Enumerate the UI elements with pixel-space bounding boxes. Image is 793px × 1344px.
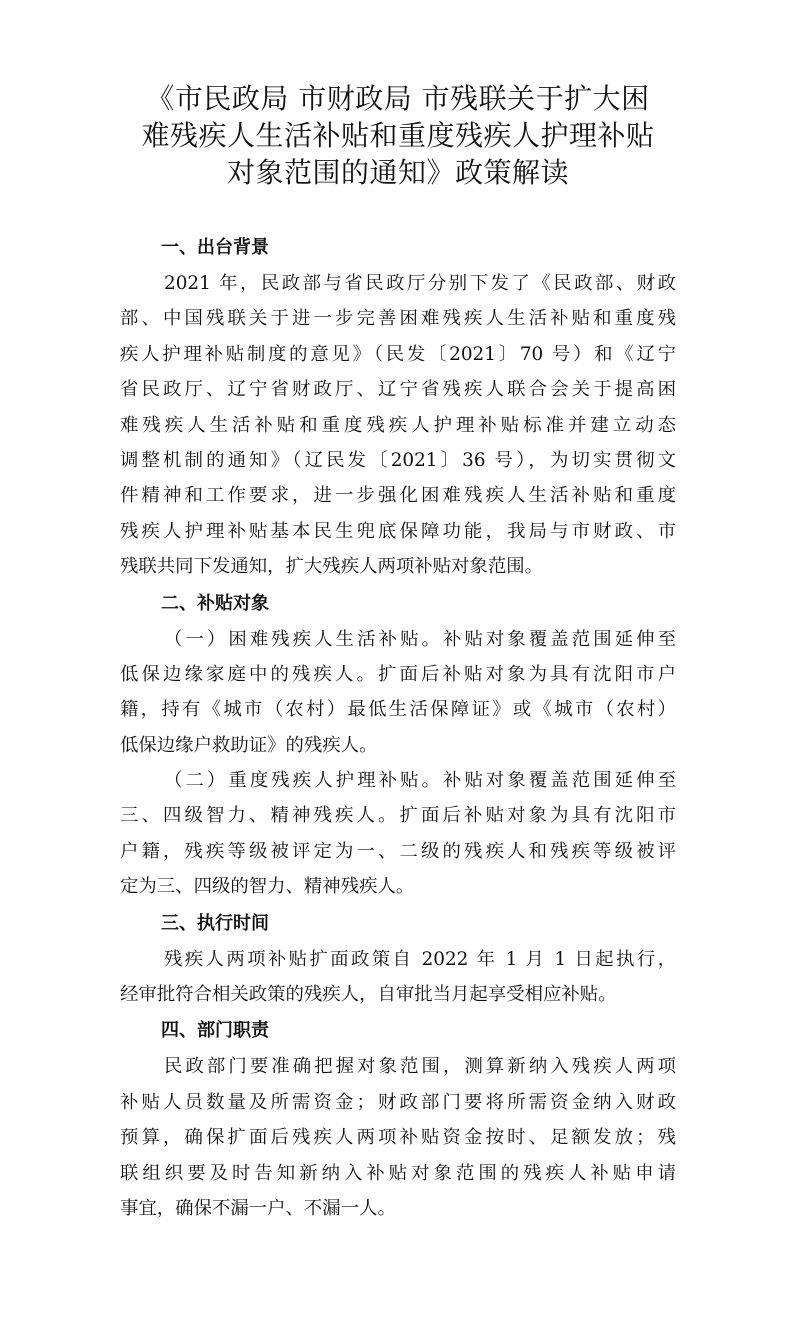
text-line: 籍，持有《城市（农村）最低生活保障证》或《城市（农村） xyxy=(120,699,676,721)
paragraph-department-duties xyxy=(120,1049,676,1226)
text-line: 预算，确保扩面后残疾人两项补贴资金按时、足额发放；残 xyxy=(120,1127,676,1149)
section-heading-effective-date: 三、执行时间 xyxy=(161,912,269,934)
section-heading-department-duties: 四、部门职责 xyxy=(161,1020,269,1042)
text-line: 残联共同下发通知，扩大残疾人两项补贴对象范围。 xyxy=(120,556,543,578)
text-line: （二）重度残疾人护理补贴。补贴对象覆盖范围延伸至 xyxy=(164,770,676,792)
text-line: 件精神和工作要求，进一步强化困难残疾人生活补贴和重度 xyxy=(120,485,676,507)
text-line: 难残疾人生活补贴和重度残疾人护理补贴标准并建立动态 xyxy=(120,414,676,436)
text-line: 疾人护理补贴制度的意见》（民发〔2021〕70 号）和《辽宁 xyxy=(120,343,676,365)
text-line: 民政部门要准确把握对象范围，测算新纳入残疾人两项 xyxy=(164,1056,676,1078)
title-line: 难残疾人生活补贴和重度残疾人护理补贴 xyxy=(141,119,655,152)
document-body xyxy=(120,229,676,1226)
section-heading-subsidy-targets: 二、补贴对象 xyxy=(161,592,269,614)
title-line: 对象范围的通知》政策解读 xyxy=(226,156,569,189)
text-line: 调整机制的通知》（辽民发〔2021〕36 号），为切实贯彻文 xyxy=(120,449,676,471)
text-line: 残疾人两项补贴扩面政策自 2022 年 1 月 1 日起执行， xyxy=(164,948,676,970)
text-line: 三、四级智力、精神残疾人。扩面后补贴对象为具有沈阳市 xyxy=(120,805,676,827)
text-line: 部、中国残联关于进一步完善困难残疾人生活补贴和重度残 xyxy=(120,308,676,330)
paragraph-background xyxy=(120,266,676,585)
text-line: 低保边缘户救助证》的残疾人。 xyxy=(120,734,378,756)
text-line: 2021 年，民政部与省民政厅分别下发了《民政部、财政 xyxy=(164,273,676,294)
text-line: 事宜，确保不漏一户、不漏一人。 xyxy=(120,1197,396,1219)
section-heading-background: 一、出台背景 xyxy=(161,237,269,258)
paragraph-effective-date xyxy=(120,942,676,1013)
text-line: （一）困难残疾人生活补贴。补贴对象覆盖范围延伸至 xyxy=(164,628,676,650)
paragraph-nursing-subsidy xyxy=(120,763,676,905)
paragraph-living-subsidy xyxy=(120,622,676,764)
text-line: 低保边缘家庭中的残疾人。扩面后补贴对象为具有沈阳市户 xyxy=(120,663,676,685)
text-line: 补贴人员数量及所需资金；财政部门要将所需资金纳入财政 xyxy=(120,1091,676,1113)
title-line: 《市民政局 市财政局 市残联关于扩大困 xyxy=(146,82,650,115)
text-line: 残疾人护理补贴基本民生兜底保障功能，我局与市财政、市 xyxy=(120,520,676,542)
text-line: 省民政厅、辽宁省财政厅、辽宁省残疾人联合会关于提高困 xyxy=(120,379,676,401)
document-title xyxy=(110,80,686,191)
text-line: 户籍，残疾等级被评定为一、二级的残疾人和残疾等级被评 xyxy=(120,840,676,862)
text-line: 联组织要及时告知新纳入补贴对象范围的残疾人补贴申请 xyxy=(120,1162,676,1184)
text-line: 经审批符合相关政策的残疾人，自审批当月起享受相应补贴。 xyxy=(120,984,617,1006)
text-line: 定为三、四级的智力、精神残疾人。 xyxy=(120,876,415,898)
